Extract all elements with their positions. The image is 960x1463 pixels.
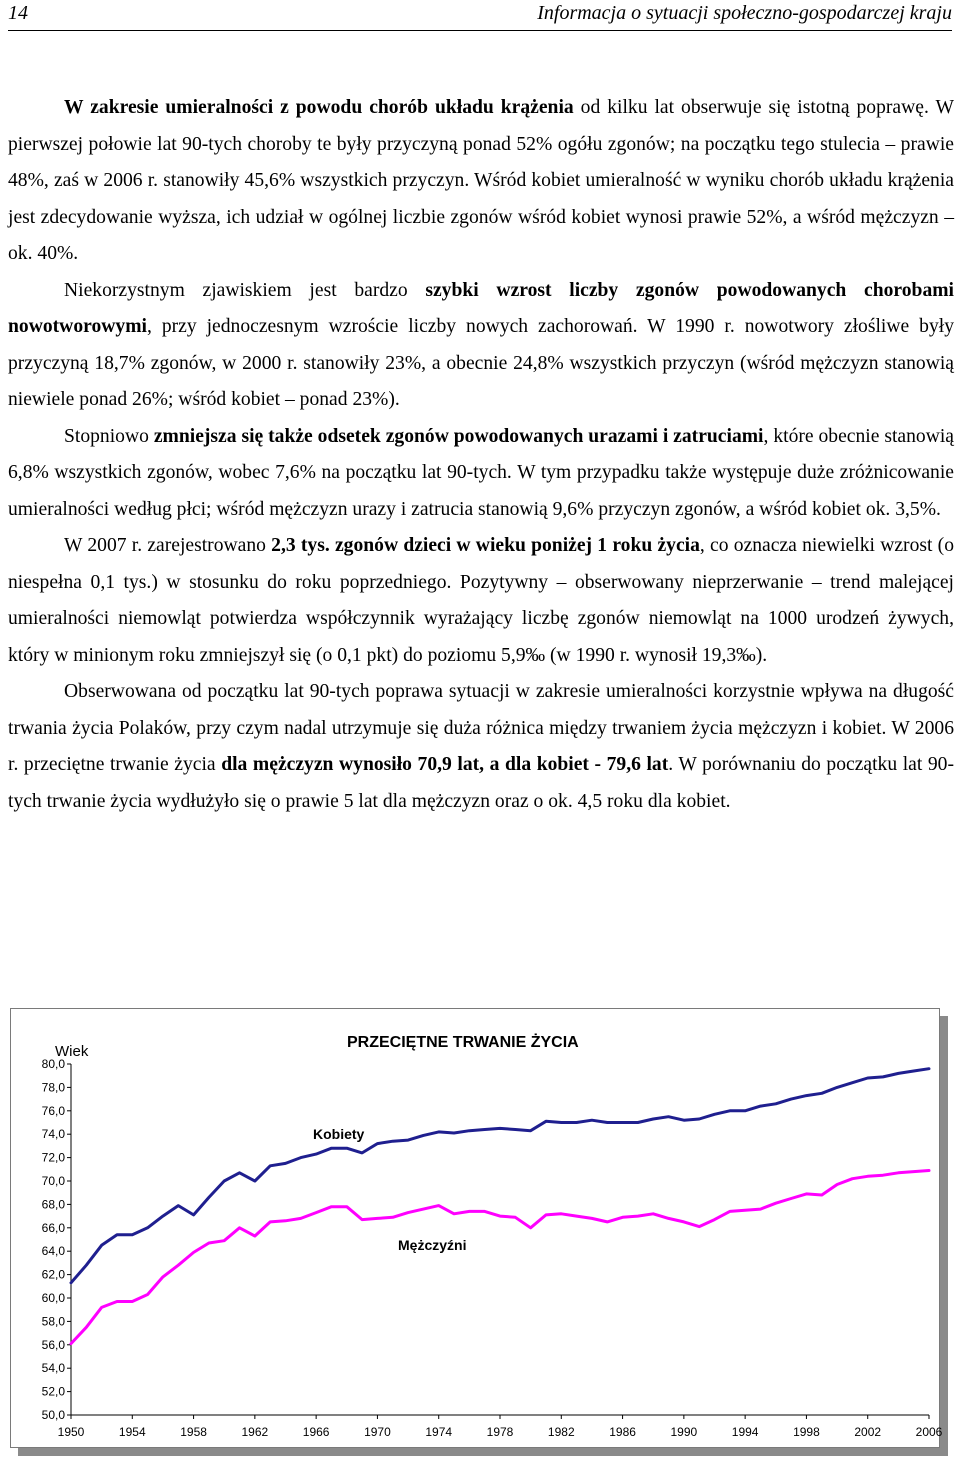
bold-text-run: szybki wzrost liczby zgonów powodowanych chorobami nowotworowymi — [8, 279, 955, 337]
x-tick-label: 1990 — [670, 1425, 698, 1439]
chart-title: PRZECIĘTNE TRWANIE ŻYCIA — [347, 1034, 579, 1051]
y-tick-label: 58,0 — [41, 1314, 65, 1329]
x-tick-label: 1978 — [486, 1425, 514, 1439]
y-tick-label: 52,0 — [41, 1384, 65, 1399]
series-line-kobiety — [71, 1069, 929, 1283]
bold-text-run: W zakresie umieralności z powodu chorób układu krążenia — [64, 97, 574, 118]
body-text — [8, 90, 954, 820]
page-header — [8, 2, 952, 31]
x-tick-label: 1970 — [364, 1425, 391, 1439]
text-run: od kilku lat obserwuje się istotną poprawę. W pierwszej połowie lat 90-tych choroby te były przyczyną ponad 52% ogółu zgonów; na początku tego stulecia – prawie 48%, zaś w 2006 r. stanowiły 45,6% wszystkich przyczyn. Wśród kobiet umieralność w wyniku chorób układu krążenia jest zdecydowanie wyższa, ich udział w ogólnej liczbie zgonów wśród kobiet wynosi prawie 52%, a wśród mężczyzn – ok. 40%. — [8, 97, 954, 264]
x-tick-label: 1974 — [425, 1425, 453, 1439]
series-label-mezczyzni: Mężczyźni — [398, 1237, 467, 1253]
paragraph — [8, 273, 954, 419]
series-label-kobiety: Kobiety — [313, 1126, 365, 1142]
x-tick-label: 1998 — [793, 1425, 820, 1439]
x-tick-label: 1958 — [180, 1425, 207, 1439]
text-run: , które obecnie stanowią 6,8% wszystkich zgonów, wobec 7,6% na początku lat 90-tych. W tym przypadku także występuje duże zróżnicowanie umieralności według płci; wśród mężczyzn urazy i zatrucia stanowią 9,6% przyczyn zgonów, a wśród kobiet ok. 3,5%. — [8, 425, 954, 520]
x-tick-label: 1994 — [731, 1425, 759, 1439]
text-run: Obserwowana od początku lat 90-tych poprawa sytuacji w zakresie umieralności korzystnie wpływa na długość trwania życia Polaków, przy czym nadal utrzymuje się duża różnica między trwaniem życia mężczyzn i kobiet. W 2006 r. przeciętne trwanie życia — [8, 681, 954, 775]
text-run: Stopniowo — [64, 425, 154, 447]
y-tick-label: 72,0 — [41, 1150, 65, 1165]
text-run: , co oznacza niewielki wzrost (o niespełna 0,1 tys.) w stosunku do roku poprzedniego. Pozytywny – obserwowany nieprzerwanie – trend malejącej umieralności niemowląt potwierdza współczynnik wyrażający liczbę zgonów niemowląt na 1000 urodzeń żywych, który w minionym roku zmniejszył się (o 0,1 pkt) do poziomu 5,9‰ (w 1990 r. wynosił 19,3‰). — [8, 535, 954, 666]
text-run: W 2007 r. zarejestrowano — [64, 535, 272, 556]
x-tick-label: 1966 — [302, 1425, 330, 1439]
x-tick-label: 2002 — [854, 1425, 882, 1439]
running-title: Informacja o sytuacji społeczno-gospodarczej kraju — [537, 2, 952, 24]
y-tick-label: 68,0 — [41, 1197, 65, 1212]
y-tick-label: 62,0 — [41, 1267, 65, 1282]
y-axis-label: Wiek — [55, 1043, 89, 1060]
x-tick-label: 2006 — [915, 1425, 943, 1439]
paragraph — [8, 90, 954, 273]
x-tick-label: 1962 — [241, 1425, 269, 1439]
x-tick-label: 1986 — [609, 1425, 636, 1439]
y-tick-label: 66,0 — [41, 1220, 65, 1235]
y-tick-label: 74,0 — [41, 1127, 65, 1142]
x-tick-label: 1950 — [57, 1425, 85, 1439]
y-tick-label: 70,0 — [41, 1174, 65, 1188]
y-tick-label: 50,0 — [41, 1408, 65, 1422]
chart-canvas — [11, 1009, 943, 1447]
text-run: , przy jednoczesnym wzroście liczby nowych zachorowań. W 1990 r. nowotwory złośliwe były przyczyną 18,7% zgonów, w 2000 r. stanowiły 23%, a obecnie 24,8% wszystkich przyczyn (wśród mężczyzn stanowią niewiele ponad 26%; wśród kobiet – ponad 23%). — [8, 316, 954, 410]
y-tick-label: 60,0 — [41, 1291, 65, 1305]
bold-text-run: zmniejsza się także odsetek zgonów powodowanych urazami i zatruciami — [153, 425, 764, 447]
series-lines — [71, 1069, 929, 1344]
y-tick-label: 80,0 — [41, 1057, 65, 1071]
y-tick-label: 54,0 — [41, 1361, 65, 1376]
paragraph — [8, 528, 954, 674]
text-run: . W porównaniu do początku lat 90-tych trwanie życia wydłużyło się o prawie 5 lat dla mężczyzn oraz o ok. 4,5 roku dla kobiet. — [8, 754, 954, 812]
axes — [42, 1057, 943, 1439]
page-number: 14 — [8, 2, 28, 24]
y-tick-label: 78,0 — [41, 1080, 65, 1095]
text-run: Niekorzystnym zjawiskiem jest bardzo — [64, 279, 426, 301]
paragraph — [8, 674, 954, 820]
y-tick-label: 56,0 — [41, 1337, 65, 1352]
x-tick-label: 1982 — [547, 1425, 575, 1439]
life-expectancy-chart — [10, 1008, 943, 1448]
paragraph — [8, 419, 954, 529]
y-tick-label: 76,0 — [41, 1103, 65, 1118]
y-tick-label: 64,0 — [41, 1244, 65, 1259]
bold-text-run: 2,3 tys. zgonów dzieci w wieku poniżej 1 roku życia — [271, 535, 700, 556]
bold-text-run: dla mężczyzn wynosiło 70,9 lat, a dla kobiet - 79,6 lat — [221, 754, 669, 775]
x-tick-label: 1954 — [118, 1425, 146, 1439]
series-line-mezczyzni — [71, 1171, 929, 1344]
